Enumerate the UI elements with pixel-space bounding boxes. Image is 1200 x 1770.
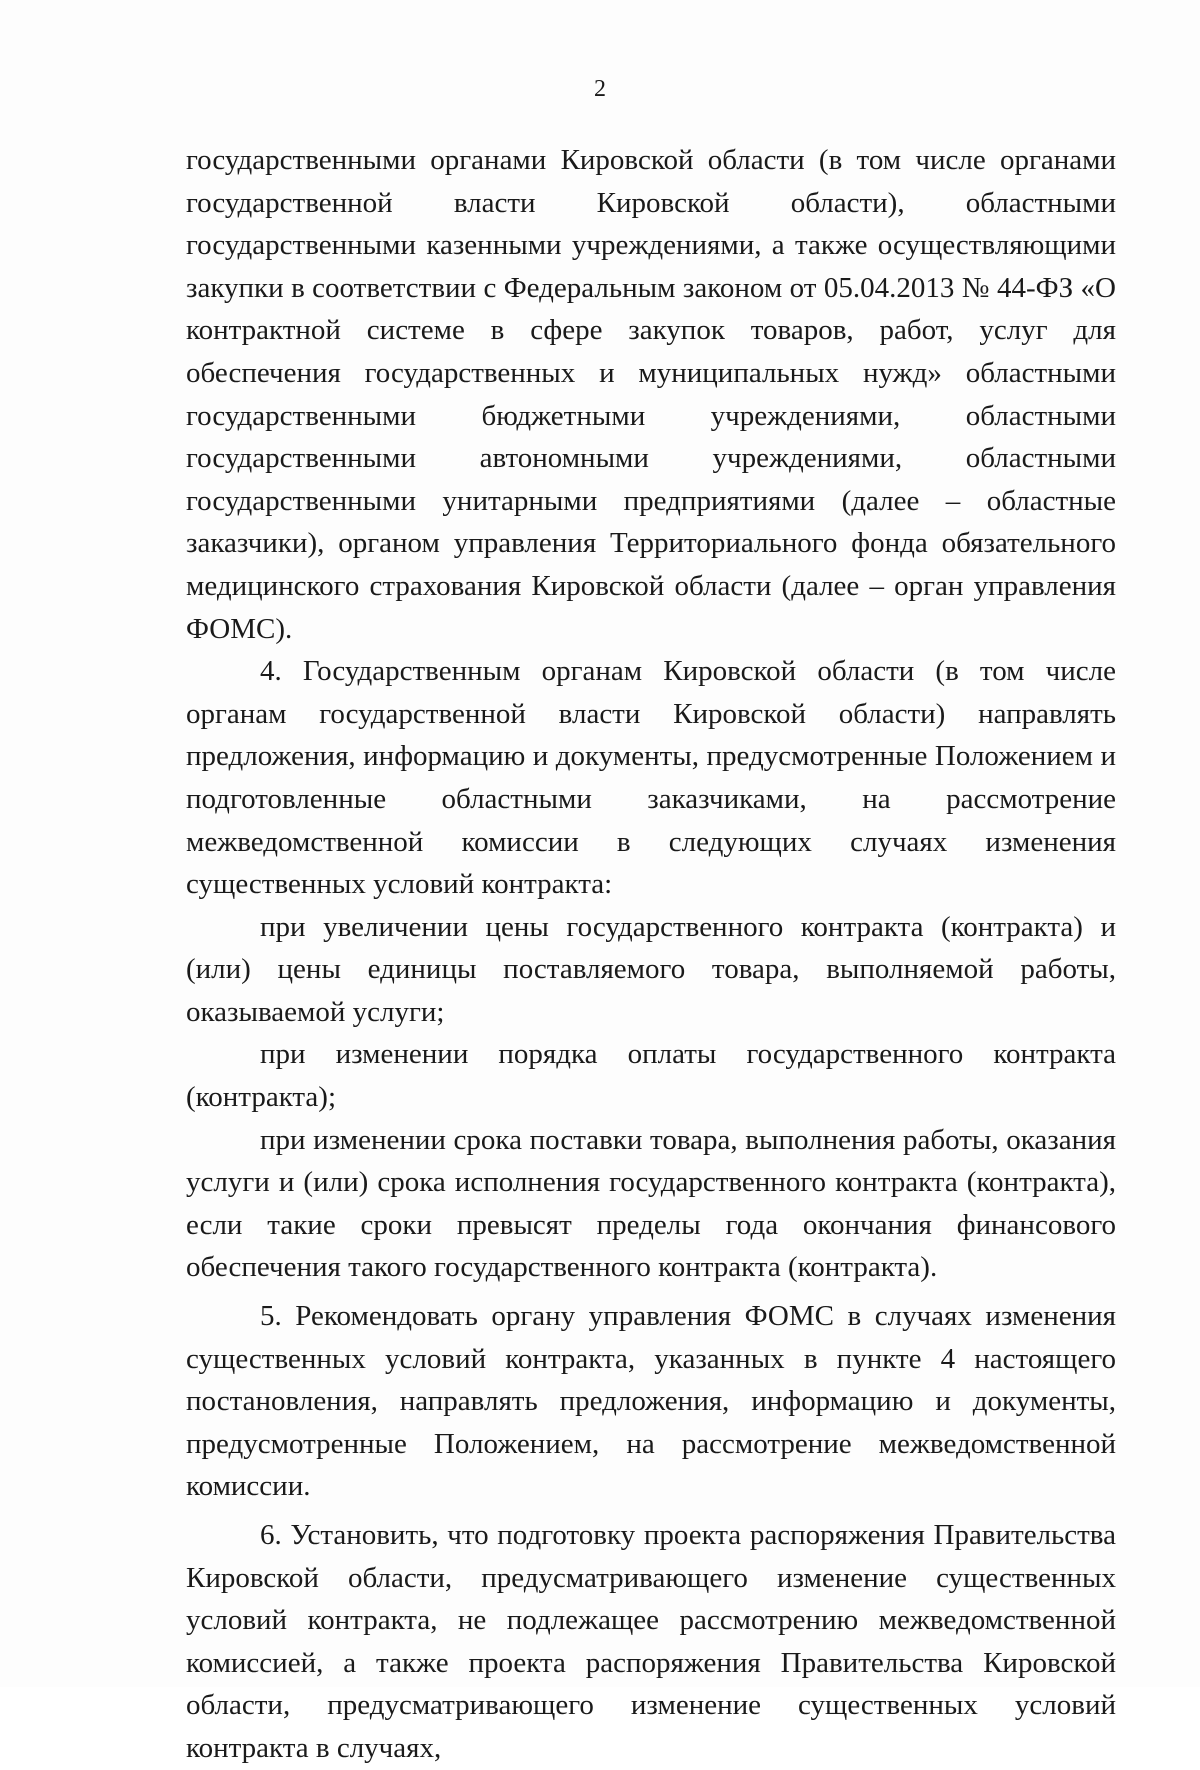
- paragraph-item-6: 6. Установить, что подготовку проекта распоряжения Правительства Кировской области, предусматривающего изменение существенных условий контракта, не подлежащее рассмотрению межведомственной комиссией, а также проекта распоряжения Правительства Кировской области, предусматривающего изменение существенных условий контракта в случаях,: [186, 1519, 1116, 1764]
- paragraph-continuation: государственными органами Кировской области (в том числе органами государственной власти Кировской области), областными государственными казенными учреждениями, а также осуществляющими закупки в соответствии с Федеральным законом от 05.04.2013 № 44-ФЗ «О контрактной системе в сфере закупок товаров, работ, услуг для обеспечения государственных и муниципальных нужд» областными государственными бюджетными учреждениями, областными государственными автономными учреждениями, областными государственными унитарными предприятиями (далее – областные заказчики), органом управления Территориального фонда обязательного медицинского страхования Кировской области (далее – орган управления ФОМС).: [186, 144, 1116, 645]
- document-body: [186, 139, 1116, 1770]
- paragraph-item-4-price-increase: при увеличении цены государственного контракта (контракта) и (или) цены единицы поставляемого товара, выполняемой работы, оказываемой услуги;: [186, 910, 1116, 1028]
- page-number: 2: [594, 76, 606, 102]
- paragraph-item-4-payment-order: при изменении порядка оплаты государственного контракта (контракта);: [186, 1038, 1116, 1114]
- paragraph-item-4: 4. Государственным органам Кировской области (в том числе органам государственной власти Кировской области) направлять предложения, информацию и документы, предусмотренные Положением и подготовленные областными заказчиками, на рассмотрение межведомственной комиссии в следующих случаях изменения существенных условий контракта:: [186, 655, 1116, 901]
- paragraph-item-4-term-change: при изменении срока поставки товара, выполнения работы, оказания услуги и (или) срока исполнения государственного контракта (контракта), если такие сроки превысят пределы года окончания финансового обеспечения такого государственного контракта (контракта).: [186, 1123, 1116, 1284]
- paragraph-item-5: 5. Рекомендовать органу управления ФОМС в случаях изменения существенных условий контракта, указанных в пункте 4 настоящего постановления, направлять предложения, информацию и документы, предусмотренные Положением, на рассмотрение межведомственной комиссии.: [186, 1300, 1116, 1503]
